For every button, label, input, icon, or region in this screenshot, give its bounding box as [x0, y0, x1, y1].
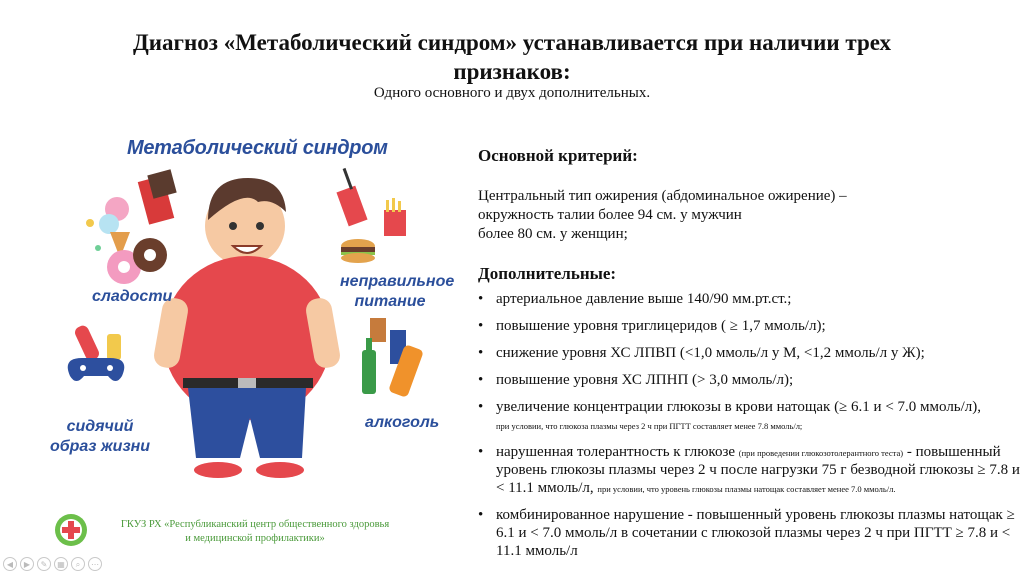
list-item: • комбинированное нарушение - повышенный уровень глюкозы плазмы натощак ≥ 6.1 и < 7.0 ммоль/л в сочетании с глюкозой плазмы через 2 ч при ПГТТ ≥ 7.8 и < 11.1 ммоль/л: [478, 506, 1023, 560]
item5-main: увеличение концентрации глюкозы в крови натощак (≥ 6.1 и < 7.0 ммоль/л),: [496, 399, 982, 415]
footer-line1: ГКУЗ РХ «Республиканский центр общественного здоровья: [120, 519, 390, 530]
label-wrong-food-line1: неправильное: [340, 273, 455, 290]
slide-subtitle: Одного основного и двух дополнительных.: [373, 85, 651, 101]
sweets-icon: [86, 169, 177, 284]
list-item: [478, 443, 1023, 497]
main-criterion-heading: Основной критерий:: [478, 146, 638, 165]
pen-icon[interactable]: ✎: [37, 557, 51, 571]
label-sedentary: [45, 417, 155, 457]
illustration-title: Метаболический синдром: [127, 137, 388, 159]
footer-organization: [105, 518, 405, 546]
list-item: • повышение уровня ХС ЛПНП (> 3,0 ммоль/л);: [478, 371, 1023, 389]
main-criterion-line: окружность талии более 94 см. у мужчин: [478, 207, 742, 223]
fast-food-icon: [336, 168, 406, 263]
list-item: • повышение уровня триглицеридов ( ≥ 1,7 ммоль/л);: [478, 317, 1023, 335]
main-criterion-text: [478, 187, 847, 244]
list-item: • артериальное давление выше 140/90 мм.рт.ст.;: [478, 290, 1023, 308]
prev-icon[interactable]: ◀: [3, 557, 17, 571]
label-sedentary-line2: образ жизни: [49, 438, 151, 455]
label-sedentary-line1: сидячий: [66, 418, 134, 435]
footer-line2: и медицинской профилактики»: [185, 533, 325, 544]
list-item: • снижение уровня ХС ЛПВП (<1,0 ммоль/л у М, <1,2 ммоль/л у Ж);: [478, 344, 1023, 362]
slideshow-nav: [3, 557, 102, 573]
item6-a: нарушенная толерантность к глюкозе: [496, 444, 736, 460]
label-sweets: сладости: [92, 288, 173, 305]
next-icon[interactable]: ▶: [20, 557, 34, 571]
slides-icon[interactable]: ▦: [54, 557, 68, 571]
additional-criteria-list: [478, 290, 1023, 569]
label-wrong-food-line2: питание: [354, 293, 426, 310]
zoom-icon[interactable]: ⌕: [71, 557, 85, 571]
item5-note: при условии, что глюкоза плазмы через 2 ч при ПГТТ составляет менее 7.8 ммоль/л;: [496, 421, 803, 431]
slide-title: Диагноз «Метаболический синдром» устанавливается при наличии трех признаков:: [132, 30, 891, 84]
gamepad-icon: [68, 324, 125, 381]
main-criterion-line: более 80 см. у женщин;: [478, 226, 628, 242]
additional-heading: Дополнительные:: [478, 264, 617, 283]
item6-b: (при проведении глюкозотолерантного теста): [738, 448, 904, 458]
label-wrong-food: [340, 272, 455, 312]
list-item: [478, 398, 1023, 434]
organization-logo-icon: [54, 513, 88, 547]
man-figure: [152, 178, 342, 478]
item6-c: - повышенный уровень глюкозы плазмы через 2 ч после нагрузки 75 г безводной глюкозы ≥ 7.8 и < 11.1 ммоль/л,: [496, 444, 1020, 496]
more-icon[interactable]: ⋯: [88, 557, 102, 571]
main-criterion-line: Центральный тип ожирения (абдоминальное ожирение) –: [478, 188, 847, 204]
item6-note: при условии, что уровень глюкозы плазмы натощак составляет менее 7.0 ммоль/л.: [597, 484, 896, 494]
alcohol-icon: [362, 318, 424, 398]
label-alcohol: алкоголь: [365, 414, 440, 431]
